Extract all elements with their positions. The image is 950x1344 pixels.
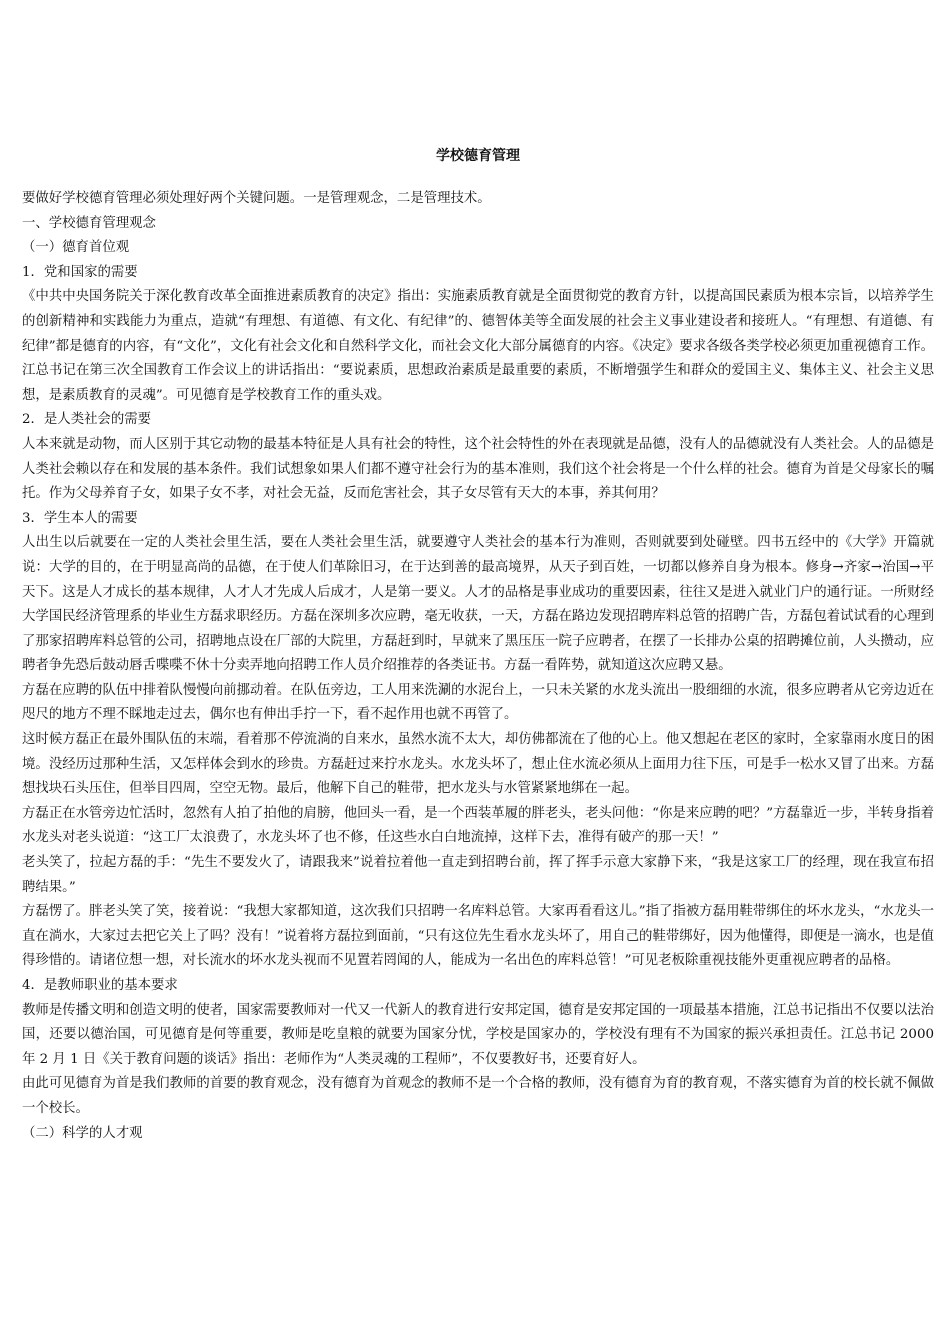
paragraph: 方磊在应聘的队伍中排着队慢慢向前挪动着。在队伍旁边，工人用来洗涮的水泥台上，一只未关紧的水龙头流出一股细细的水流，很多应聘者从它旁边近在咫尺的地方不理不睬地走过去，偶尔也有伸出手拧一下，看不起作用也就不再管了。 [22,682,934,723]
section-heading: 4．是教师职业的基本要求 [22,978,178,993]
paragraph: 老头笑了，拉起方磊的手：“先生不要发火了，请跟我来”说着拉着他一直走到招聘台前，挥了挥手示意大家静下来，“我是这家工厂的经理，现在我宣布招聘结果。” [22,855,934,895]
paragraph: 教师是传播文明和创造文明的使者，国家需要教师对一代又一代新人的教育进行安邦定国，德育是安邦定国的一项最基本措施，江总书记指出不仅要以法治国，还要以德治国，可见德育是何等重要，教师是吃皇粮的就要为国家分忧，学校是国家办的，学校没有理有不为国家的振兴承担责任。江总书记 2000 年 2 月 1 日《关于教育问题的谈话》指出：老师作为“人类灵魂的工程师”，不仅要教好书，还要育好人。 [22,1002,934,1067]
document-title: 学校德育管理 [436,148,520,164]
section-heading: （二）科学的人才观 [22,1125,143,1141]
section-heading: 2．是人类社会的需要 [22,412,152,428]
paragraph: 要做好学校德育管理必须处理好两个关键问题。一是管理观念，二是管理技术。 [22,191,491,206]
section-heading: 1．党和国家的需要 [22,264,138,280]
section-heading: 一、学校德育管理观念 [22,215,156,231]
paragraph: 方磊愣了。胖老头笑了笑，接着说：“我想大家都知道，这次我们只招聘一名库料总管。大家再看看这儿。”指了指被方磊用鞋带绑住的坏水龙头，“水龙头一直在淌水，大家过去把它关上了吗？没有！”说着将方磊拉到面前，“只有这位先生看水龙头坏了，用自己的鞋带绑好，因为他懂得，即便是一滴水，也是值得珍惜的。请诸位想一想，对长流水的坏水龙头视而不见置若罔闻的人，能成为一名出色的库料总管！”可见老板除重视技能外更重视应聘者的品格。 [22,904,934,969]
paragraph: 方磊正在水管旁边忙活时，忽然有人拍了拍他的肩膀，他回头一看，是一个西装革履的胖老头，老头问他：“你是来应聘的吧？”方磊靠近一步，半转身指着水龙头对老头说道：“这工厂太浪费了，水龙头坏了也不修，任这些水白白地流掉，这样下去，准得有破产的那一天！” [22,805,934,846]
paragraph: 由此可见德育为首是我们教师的首要的教育观念，没有德育为首观念的教师不是一个合格的教师，没有德育为育的教育观，不落实德育为首的校长就不佩做一个校长。 [22,1076,934,1116]
paragraph: 人本来就是动物，而人区别于其它动物的最基本特征是人具有社会的特性，这个社会特性的外在表现就是品德，没有人的品德就没有人类社会。人的品德是人类社会赖以存在和发展的基本条件。我们试想象如果人们都不遵守社会行为的基本准则，我们这个社会将是一个什么样的社会。德育为首是父母家长的嘱托。作为父母养育子女，如果子女不孝，对社会无益，反而危害社会，其子女尽管有天大的本事，养其何用？ [22,436,934,502]
paragraph: 这时候方磊正在最外围队伍的末端，看着那不停流淌的自来水，虽然水流不太大，却仿佛都流在了他的心上。他又想起在老区的家时，全家靠雨水度日的困境。没经历过那种生活，又怎样体会到水的珍贵。方磊赶过来拧水龙头。水龙头坏了，想止住水流必须从上面用力往下压，可是手一松水又冒了出来。方磊想找块石头压住，但举目四周，空空无物。最后，他解下自己的鞋带，把水龙头与水管紧紧地绑在一起。 [22,732,934,797]
paragraph: 《中共中央国务院关于深化教育改革全面推进素质教育的决定》指出：实施素质教育就是全面贯彻党的教育方针，以提高国民素质为根本宗旨，以培养学生的创新精神和实践能力为重点，造就“有理想、有道德、有文化、有纪律”的、德智体美等全面发展的社会主义事业建设者和接班人。“有理想、有道德、有纪律”都是德育的内容，有“文化”，文化有社会文化和自然科学文化，而社会文化大部分属德育的内容。《决定》要求各级各类学校必须更加重视德育工作。江总书记在第三次全国教育工作会议上的讲话指出：“要说素质，思想政治素质是最重要的素质，不断增强学生和群众的爱国主义、集体主义、社会主义思想，是素质教育的灵魂”。可见德育是学校教育工作的重头戏。 [22,289,934,403]
document-body [22,187,934,1146]
section-heading: （一）德育首位观 [22,240,130,256]
paragraph: 人出生以后就要在一定的人类社会里生活，要在人类社会里生活，就要遵守人类社会的基本行为准则，否则就要到处碰壁。四书五经中的《大学》开篇就说：大学的目的，在于明显高尚的品德，在于使人们革除旧习，在于达到善的最高境界，从天子到百姓，一切都以修养自身为根本。修身→齐家→治国→平天下。这是人才成长的基本规律，人才人才先成人后成才，人是第一要义。人才的品格是事业成功的重要因素，往往又是进入就业门户的通行证。一所财经大学国民经济管理系的毕业生方磊求职经历。方磊在深圳多次应聘，毫无收获，一天，方磊在路边发现招聘库料总管的招聘广告，方磊包着试试看的心理到了那家招聘库料总管的公司，招聘地点设在厂部的大院里，方磊赶到时，早就来了黑压压一院子应聘者，在摆了一长排办公桌的招聘摊位前，人头攒动，应聘者争先恐后鼓动唇舌喋喋不休十分卖弄地向招聘工作人员介绍推荐的各类证书。方磊一看阵势，就知道这次应聘又悬。 [22,535,934,674]
section-heading: 3．学生本人的需要 [22,510,138,526]
document-page [22,146,934,1146]
